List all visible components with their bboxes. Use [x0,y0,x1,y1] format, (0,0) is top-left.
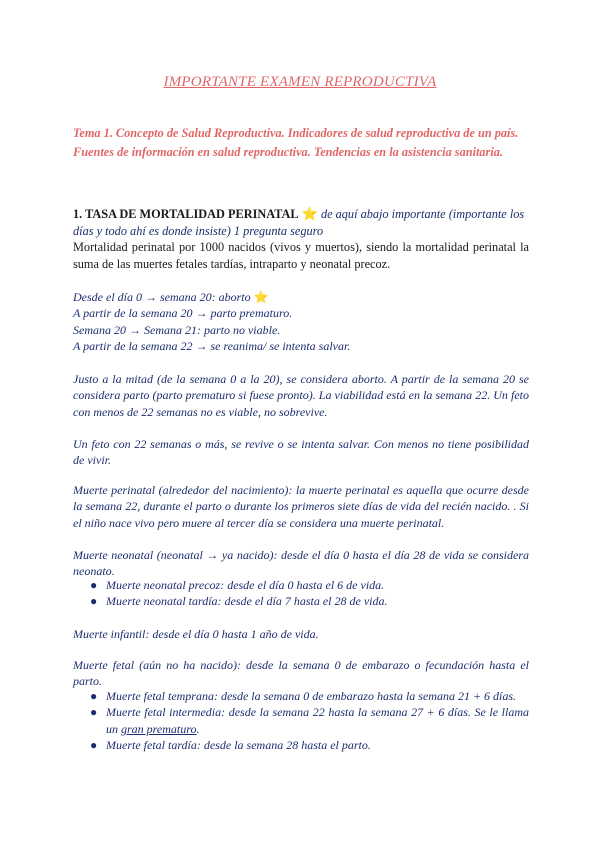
topic-heading: Tema 1. Concepto de Salud Reproductiva. Indicadores de salud reproductiva de un país. Fuentes de información en salud reproductiva. Tendencias en la asistencia sanitaria. [73,126,519,159]
bullet-icon: ● [90,578,98,592]
paragraph-mitad: Justo a la mitad (de la semana 0 a la 20), se considera aborto. A partir de la semana 20 se considera parto (parto prematuro si fuese pronto). La viabilidad está en la semana 22. Un feto con menos de 22 semanas no es viable, no sobrevive. [73,372,529,419]
list-item: ● Muerte fetal intermedia: desde la semana 22 hasta la semana 27 + 6 días. Se le llama un gran prematuro. [90,705,529,736]
star-icon: ⭐ [253,290,269,304]
paragraph-perinatal: Muerte perinatal (alrededor del nacimiento): la muerte perinatal es aquella que ocurre desde la semana 22, durante el parto o durante los primeros siete días de vida del recién nacido. . Si el niño nace vivo pero muere al tercer día se considera una muerte perinatal. [73,483,529,530]
document-title: IMPORTANTE EXAMEN REPRODUCTIVA [163,74,437,90]
list-item: ● Muerte neonatal precoz: desde el día 0 hasta el 6 de vida. [90,578,385,592]
weeks-line-1: Desde el día 0 → semana 20: aborto [73,290,254,304]
bullet-icon: ● [90,737,98,752]
bullet-icon: ● [90,705,98,720]
bullet-icon: ● [90,689,98,703]
weeks-line-2: A partir de la semana 20 → parto prematuro. [73,306,293,321]
section-note: de aquí abajo importante (importante los días y todo ahí es donde insiste) 1 pregunta seguro [73,207,525,238]
weeks-line-4: A partir de la semana 22 → se reanima/ se intenta salvar. [73,338,351,353]
neonatal-list [73,577,529,610]
section-heading: 1. TASA DE MORTALIDAD PERINATAL [73,207,299,221]
paragraph-fetal: Muerte fetal (aún no ha nacido): desde la semana 0 de embarazo o fecundación hasta el parto. [73,658,529,689]
paragraph-feto: Un feto con 22 semanas o más, se revive o se intenta salvar. Con menos no tiene posibilidad de vivir. [73,437,529,468]
list-item: ● Muerte fetal tardía: desde la semana 28 hasta el parto. [90,737,371,752]
list-item: ● Muerte neonatal tardía: desde el día 7 hasta el 28 de vida. [90,594,388,609]
section-heading-block [73,206,529,272]
paragraph-infantil: Muerte infantil: desde el día 0 hasta 1 año de vida. [73,627,319,641]
fetal-list [73,688,529,753]
weeks-list [73,289,529,354]
paragraph-neonatal: Muerte neonatal (neonatal → ya nacido): desde el día 0 hasta el día 28 de vida se considera neonato. [73,548,529,579]
bullet-icon: ● [90,594,98,609]
star-icon: ⭐ [301,206,318,221]
weeks-line-3: Semana 20 → Semana 21: parto no viable. [73,322,281,337]
list-item: ● Muerte fetal temprana: desde la semana 0 de embarazo hasta la semana 21 + 6 días. [90,689,517,703]
gran-prematuro-term: gran prematuro [121,721,197,736]
definition-text: Mortalidad perinatal por 1000 nacidos (vivos y muertos), siendo la mortalidad perinatal la suma de las muertes fetales tardías, intraparto y neonatal precoz. [73,240,529,271]
